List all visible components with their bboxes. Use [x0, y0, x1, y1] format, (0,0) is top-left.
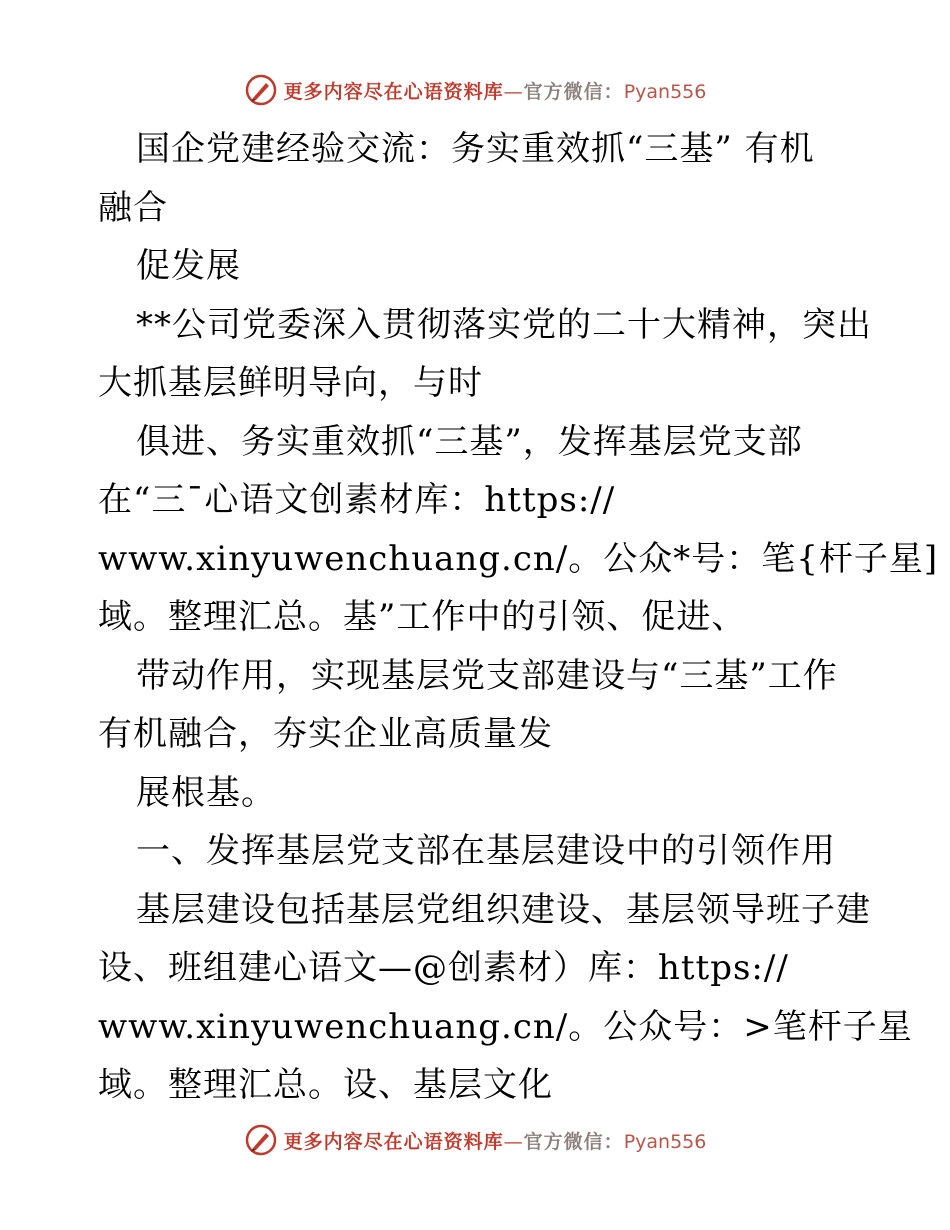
- banner-wechat-label: 官方微信：: [523, 1130, 624, 1153]
- section-heading: 一、发挥基层党支部在基层建设中的引领作用: [136, 831, 836, 871]
- banner-lead: 更多内容尽在心语资料库: [283, 1130, 504, 1153]
- doc-line: 基层建设包括基层党组织建设、基层领导班子建: [136, 889, 871, 930]
- pen-logo-icon: [244, 73, 278, 107]
- pen-logo-icon: [244, 1123, 278, 1157]
- doc-line: 域。整理汇总。基”工作中的引领、促进、: [98, 597, 747, 637]
- banner-separator: —: [503, 80, 524, 103]
- banner-separator: —: [503, 1130, 524, 1153]
- banner-wechat-label: 官方微信：: [523, 80, 624, 103]
- banner-wechat-id: Pyan556: [623, 80, 707, 103]
- banner-text: [284, 77, 707, 104]
- banner-lead: 更多内容尽在心语资料库: [283, 80, 504, 103]
- doc-line: 融合: [98, 187, 168, 228]
- doc-line: www.xinyuwenchuang.cn/。公众号：>笔杆子星: [98, 1006, 913, 1047]
- doc-line: 促发展: [136, 246, 241, 286]
- doc-line: 域。整理汇总。设、基层文化: [98, 1065, 553, 1105]
- doc-line: 带动作用，实现基层党支部建设与“三基”工作: [136, 655, 838, 696]
- banner-text: [284, 1127, 707, 1154]
- doc-line: **公司党委深入贯彻落实党的二十大精神，突出: [136, 304, 872, 345]
- doc-line: 设、班组建心语文—@创素材）库：https://: [98, 948, 789, 988]
- doc-line: 展根基。: [136, 772, 276, 813]
- banner-wechat-id: Pyan556: [623, 1130, 707, 1153]
- doc-line: 在“三¯心语文创素材库：https://: [98, 480, 616, 520]
- doc-line: 有机融合，夯实企业高质量发: [98, 714, 553, 754]
- footer-banner: [0, 1118, 950, 1162]
- doc-line: 俱进、务实重效抓“三基”，发挥基层党支部: [136, 421, 803, 462]
- document-body: [98, 120, 939, 1115]
- doc-line: www.xinyuwenchuang.cn/。公众*号：笔{杆子星]: [98, 538, 939, 579]
- doc-line: 国企党建经验交流：务实重效抓“三基” 有机: [136, 129, 815, 169]
- header-banner: [0, 68, 950, 112]
- doc-line: 大抓基层鲜明导向，与时: [98, 363, 483, 403]
